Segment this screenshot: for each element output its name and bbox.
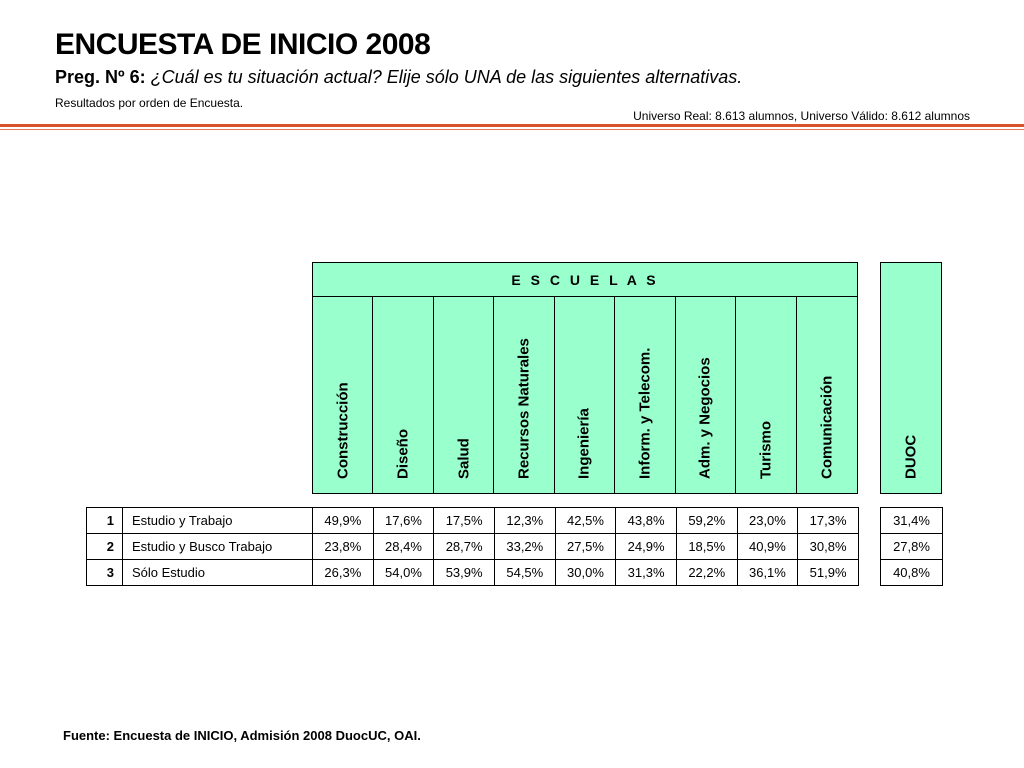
table-cell: 30,8% [798,534,859,560]
table-cell: 49,9% [313,508,374,534]
table-cell: 22,2% [676,560,737,586]
table-cell: 27,5% [555,534,616,560]
table-cell: 30,0% [555,560,616,586]
school-label: Turismo [757,420,775,479]
table-row [87,534,859,560]
universe-note: Universo Real: 8.613 alumnos, Universo Válido: 8.612 alumnos [633,109,970,123]
schools-group-title: E S C U E L A S [313,263,857,297]
duoc-label: DUOC [902,434,920,479]
table-cell: 17,3% [798,508,859,534]
school-label: Diseño [394,428,412,479]
school-col-construccion [313,297,373,493]
table-row [87,560,859,586]
row-label: Estudio y Trabajo [123,508,313,534]
row-number: 3 [87,560,123,586]
school-label: Inform. y Telecom. [636,347,654,479]
school-label: Adm. y Negocios [696,357,714,479]
table-cell: 43,8% [616,508,677,534]
table-cell: 31,3% [616,560,677,586]
table-cell: 59,2% [676,508,737,534]
table-row [881,560,943,586]
schools-header [312,262,858,494]
question [55,67,742,88]
table-cell: 17,6% [373,508,434,534]
results-note: Resultados por orden de Encuesta. [55,96,244,110]
table-cell: 18,5% [676,534,737,560]
duoc-total-cell: 27,8% [881,534,943,560]
header-divider [0,124,1024,127]
school-label: Salud [455,438,473,479]
school-label: Recursos Naturales [515,338,533,479]
header-divider-thin [0,129,1024,130]
school-col-comunicacion [797,297,857,493]
table-cell: 28,7% [434,534,495,560]
table-cell: 24,9% [616,534,677,560]
table-cell: 42,5% [555,508,616,534]
table-cell: 54,0% [373,560,434,586]
school-col-adm-negocios [676,297,736,493]
table-cell: 53,9% [434,560,495,586]
table-cell: 54,5% [494,560,555,586]
table-cell: 28,4% [373,534,434,560]
school-col-recursos-naturales [494,297,554,493]
row-number: 2 [87,534,123,560]
table-row [881,534,943,560]
school-col-ingenieria [555,297,615,493]
table-cell: 51,9% [798,560,859,586]
school-col-inform-telecom [615,297,675,493]
school-label: Construcción [334,382,352,479]
duoc-total-cell: 40,8% [881,560,943,586]
school-col-salud [434,297,494,493]
school-columns [313,297,857,493]
table-cell: 33,2% [494,534,555,560]
table-cell: 40,9% [737,534,798,560]
question-text: ¿Cuál es tu situación actual? Elije sólo UNA de las siguientes alternativas. [150,67,743,87]
school-label: Comunicación [818,375,836,479]
table-row [87,508,859,534]
row-number: 1 [87,508,123,534]
school-label: Ingeniería [575,408,593,479]
duoc-header [880,262,942,494]
duoc-total-cell: 31,4% [881,508,943,534]
table-row [881,508,943,534]
page-title: ENCUESTA DE INICIO 2008 [55,28,431,61]
table-cell: 26,3% [313,560,374,586]
row-label: Sólo Estudio [123,560,313,586]
table-cell: 17,5% [434,508,495,534]
table-cell: 23,0% [737,508,798,534]
school-col-turismo [736,297,796,493]
table-cell: 12,3% [494,508,555,534]
school-col-diseno [373,297,433,493]
row-label: Estudio y Busco Trabajo [123,534,313,560]
table-cell: 36,1% [737,560,798,586]
source-note: Fuente: Encuesta de INICIO, Admisión 2008 DuocUC, OAI. [63,728,421,743]
duoc-totals-table [880,507,943,586]
table-cell: 23,8% [313,534,374,560]
question-number: Preg. Nº 6: [55,67,146,87]
results-table [86,507,859,586]
